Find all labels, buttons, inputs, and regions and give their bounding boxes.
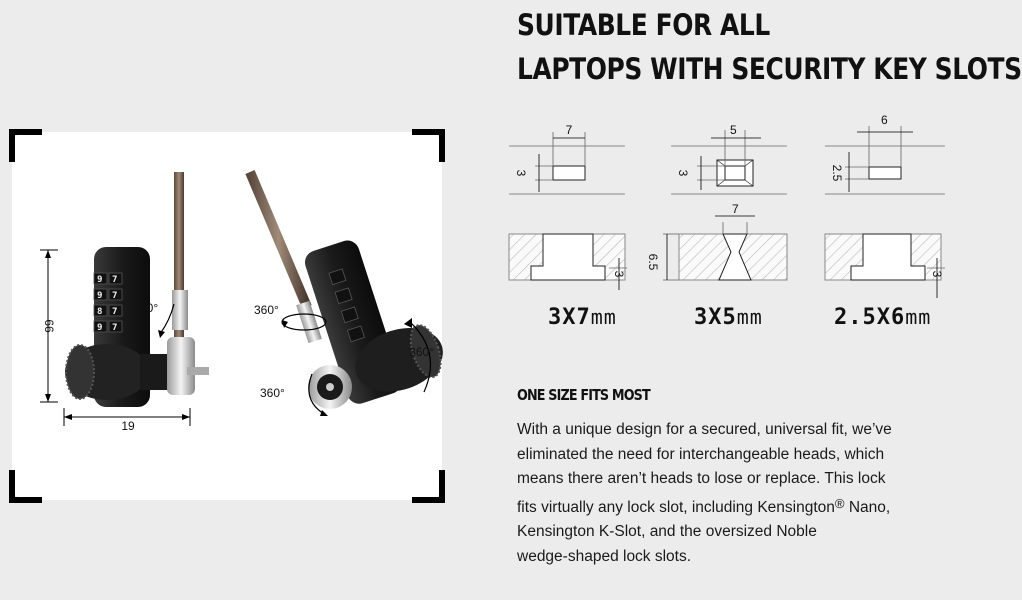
slot-3-width: 6 bbox=[881, 113, 888, 127]
body-line: fits virtually any lock slot, including Kensington® Nano, bbox=[517, 495, 891, 516]
page-title-line1: SUITABLE FOR ALL bbox=[517, 8, 770, 42]
slot-2-width: 5 bbox=[730, 123, 737, 137]
corner-bracket bbox=[12, 470, 42, 500]
angle-360-right-label: 360° bbox=[409, 345, 434, 359]
svg-text:7: 7 bbox=[112, 323, 118, 333]
angle-90-label: 90° bbox=[140, 301, 159, 315]
svg-text:9: 9 bbox=[97, 275, 103, 285]
slot-2-bottom-width: 7 bbox=[732, 202, 739, 216]
slot-1-depth: 3 bbox=[612, 270, 626, 278]
slot-1-side-view bbox=[509, 234, 627, 290]
slot-3-size-label: 2.5X6mm bbox=[834, 305, 932, 330]
svg-text:8: 8 bbox=[97, 307, 103, 317]
page-title-line2: LAPTOPS WITH SECURITY KEY SLOTS bbox=[517, 52, 1022, 86]
lock-rotated-view bbox=[250, 172, 451, 416]
section-body bbox=[517, 418, 957, 569]
slot-2-depth: 6.5 bbox=[646, 253, 660, 271]
lock-illustration bbox=[12, 132, 442, 500]
body-line: means there aren’t heads to lose or replace. This lock bbox=[517, 470, 886, 487]
slot-diagrams bbox=[505, 113, 950, 303]
angle-360-top-label: 360° bbox=[254, 303, 279, 317]
svg-text:7: 7 bbox=[112, 291, 118, 301]
corner-bracket bbox=[412, 132, 442, 162]
svg-text:7: 7 bbox=[112, 307, 118, 317]
slot-3-depth: 3 bbox=[930, 270, 944, 278]
section-title: ONE SIZE FITS MOST bbox=[517, 386, 650, 404]
slot-2-side-view bbox=[646, 202, 787, 280]
slot-3-side-view bbox=[825, 234, 945, 298]
angle-360-bottom-label: 360° bbox=[260, 386, 285, 400]
lock-width-label: 19 bbox=[121, 419, 135, 433]
slot-2-size-label: 3X5mm bbox=[694, 305, 763, 330]
slot-1-width: 7 bbox=[565, 123, 573, 137]
slot-3-top-view bbox=[825, 113, 945, 194]
body-line: With a unique design for a secured, universal fit, we’ve bbox=[517, 421, 892, 438]
body-line: eliminated the need for interchangeable heads, which bbox=[517, 445, 885, 463]
lock-front-view bbox=[40, 172, 209, 433]
registered-mark: ® bbox=[834, 495, 845, 511]
body-line: wedge-shaped lock slots. bbox=[517, 547, 692, 565]
body-line: Kensington K-Slot, and the oversized Noble bbox=[517, 523, 817, 540]
corner-bracket bbox=[412, 470, 442, 500]
corner-bracket bbox=[12, 132, 42, 162]
svg-text:9: 9 bbox=[97, 323, 103, 333]
svg-text:7: 7 bbox=[112, 275, 118, 285]
product-image-panel bbox=[12, 132, 442, 500]
slot-2-height: 3 bbox=[676, 169, 690, 177]
slot-2-top-view bbox=[671, 123, 787, 194]
slot-1-height: 3 bbox=[514, 169, 528, 177]
slot-3-height: 2.5 bbox=[830, 164, 844, 182]
svg-text:9: 9 bbox=[97, 291, 103, 301]
slot-1-size-label: 3X7mm bbox=[548, 305, 617, 330]
lock-height-label: 66 bbox=[42, 319, 56, 333]
slot-1-top-view bbox=[509, 123, 625, 194]
